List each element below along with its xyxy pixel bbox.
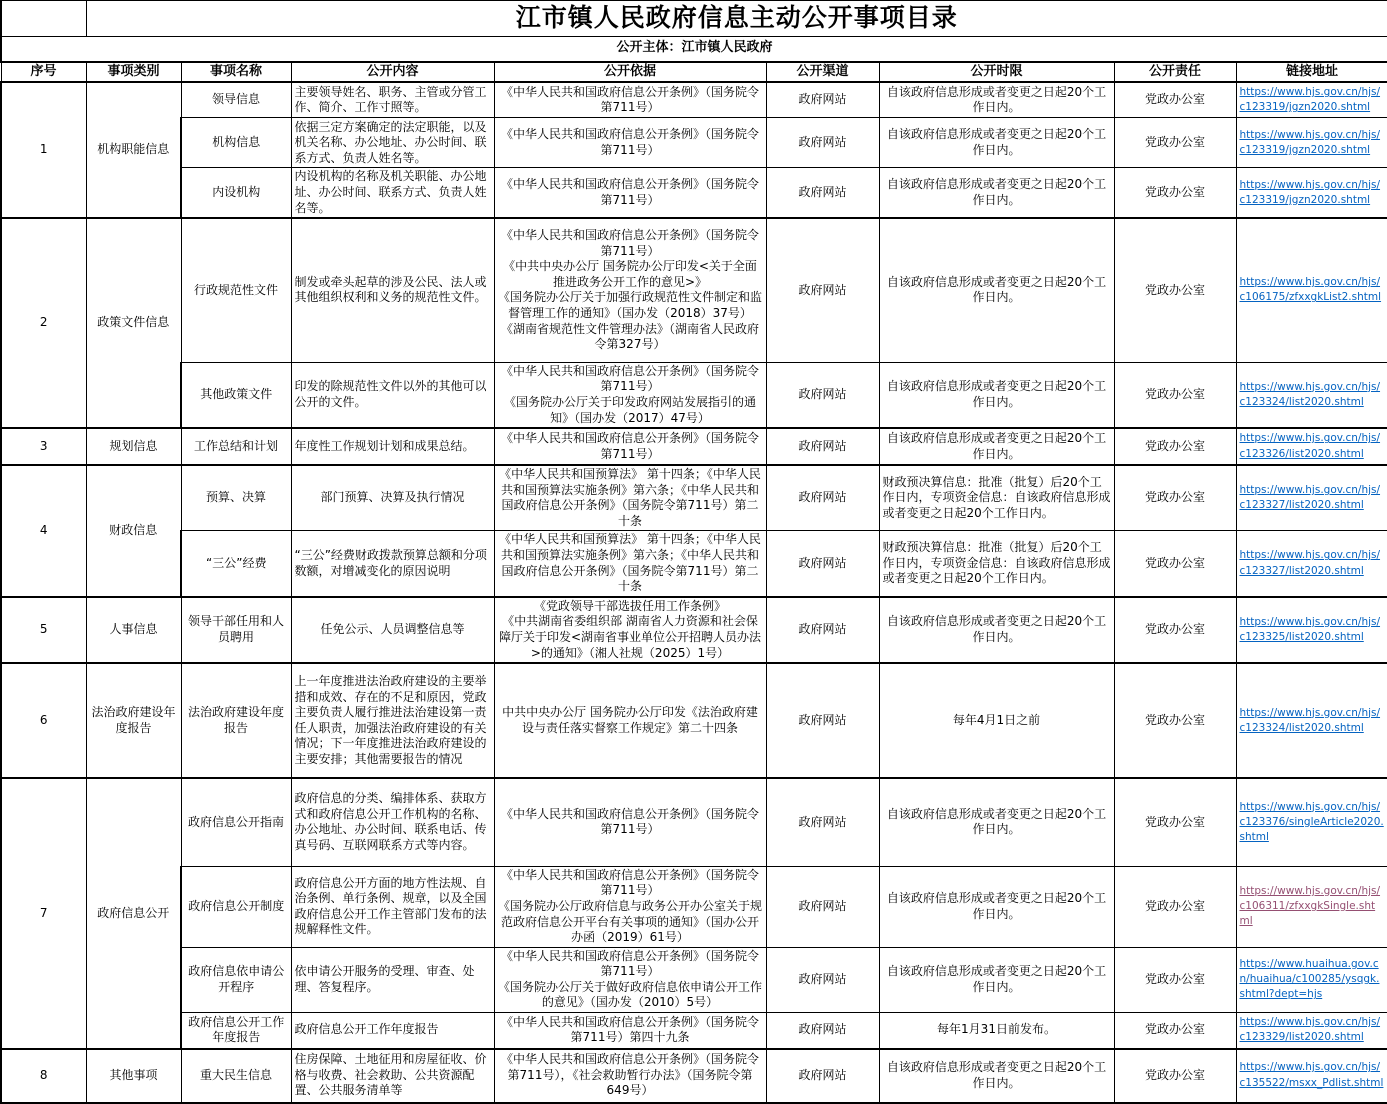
table-row — [1, 428, 1387, 465]
serial-cell: 6 — [1, 663, 86, 778]
item-name-cell: 政府信息公开制度 — [181, 866, 291, 947]
link-cell — [1236, 597, 1387, 663]
serial-cell: 1 — [1, 82, 86, 218]
deadline-cell: 自该政府信息形成或者变更之日起20个工作日内。 — [879, 1049, 1114, 1103]
link-url[interactable]: https://www.hjs.gov.cn/hjs/c123319/jgzn2020.shtml — [1239, 128, 1381, 156]
deadline-cell: 自该政府信息形成或者变更之日起20个工作日内。 — [879, 597, 1114, 663]
basis-line: 《中华人民共和国政府信息公开条例》（国务院令第711号）第四十九条 — [500, 1014, 759, 1045]
channel-cell: 政府网站 — [766, 362, 879, 428]
content-cell: 部门预算、决算及执行情况 — [291, 465, 494, 531]
serial-cell: 5 — [1, 597, 86, 663]
basis-line: 《中华人民共和国预算法》 第十四条；《中华人民共和国预算法实施条例》第六条；《中华人民共和国政府信息公开条例》（国务院令第711号）第二十条 — [499, 532, 761, 594]
deadline-cell: 自该政府信息形成或者变更之日起20个工作日内。 — [879, 168, 1114, 218]
link-cell — [1236, 531, 1387, 597]
channel-cell: 政府网站 — [766, 218, 879, 362]
link-url[interactable]: https://www.hjs.gov.cn/hjs/c123319/jgzn2020.shtml — [1239, 178, 1381, 206]
serial-cell: 7 — [1, 778, 86, 1048]
basis-cell — [494, 531, 766, 597]
item-name-cell: 政府信息公开指南 — [181, 778, 291, 866]
basis-line: 《中共湖南省委组织部 湖南省人力资源和社会保障厅关于印发<湖南省事业单位公开招聘人员办法>的通知》（湘人社规（2025）1号） — [498, 614, 762, 660]
content-cell: 印发的除规范性文件以外的其他可以公开的文件。 — [291, 362, 494, 428]
item-name-cell: 行政规范性文件 — [181, 218, 291, 362]
category-cell: 法治政府建设年度报告 — [86, 663, 181, 778]
basis-line: 《党政领导干部选拔任用工作条例》 — [533, 598, 726, 613]
table-row — [1, 778, 1387, 866]
item-name-cell: 机构信息 — [181, 118, 291, 168]
content-cell: 依据三定方案确定的法定职能，以及机关名称、办公地址、办公时间、联系方式、负责人姓名等。 — [291, 118, 494, 168]
title-row — [1, 1, 1387, 37]
column-header: 公开依据 — [494, 62, 766, 82]
link-cell — [1236, 118, 1387, 168]
channel-cell: 政府网站 — [766, 465, 879, 531]
link-url[interactable]: https://www.hjs.gov.cn/hjs/c123324/list2020.shtml — [1239, 706, 1381, 734]
basis-line: 《湖南省规范性文件管理办法》（湖南省人民政府令第327号） — [500, 321, 759, 352]
disclosure-subject: 公开主体：江市镇人民政府 — [1, 36, 1387, 62]
basis-cell — [494, 778, 766, 866]
content-cell: 依申请公开服务的受理、审查、处理、答复程序。 — [291, 947, 494, 1012]
basis-cell — [494, 428, 766, 465]
basis-cell — [494, 1013, 766, 1049]
table-row — [1, 1049, 1387, 1103]
item-name-cell: 内设机构 — [181, 168, 291, 218]
basis-line: 《中华人民共和国政府信息公开条例》（国务院令第711号） — [500, 177, 759, 207]
table-row — [1, 82, 1387, 118]
responsible-cell: 党政办公室 — [1114, 465, 1236, 531]
deadline-cell: 自该政府信息形成或者变更之日起20个工作日内。 — [879, 428, 1114, 465]
category-cell: 其他事项 — [86, 1049, 181, 1103]
item-name-cell: 工作总结和计划 — [181, 428, 291, 465]
column-header: 公开渠道 — [766, 62, 879, 82]
responsible-cell: 党政办公室 — [1114, 778, 1236, 866]
content-cell: 年度性工作规划计划和成果总结。 — [291, 428, 494, 465]
basis-line: 《中华人民共和国预算法》 第十四条；《中华人民共和国预算法实施条例》第六条；《中华人民共和国政府信息公开条例》（国务院令第711号）第二十条 — [499, 467, 761, 528]
link-cell — [1236, 168, 1387, 218]
item-name-cell: 政府信息依申请公开程序 — [181, 947, 291, 1012]
responsible-cell: 党政办公室 — [1114, 597, 1236, 663]
channel-cell: 政府网站 — [766, 778, 879, 866]
basis-line: 《中华人民共和国政府信息公开条例》（国务院令第711号） — [500, 806, 759, 837]
table-row — [1, 663, 1387, 778]
basis-line: 《中华人民共和国政府信息公开条例》（国务院令第711号） — [500, 867, 759, 898]
basis-line: 《中华人民共和国政府信息公开条例》（国务院令第711号） — [500, 228, 759, 258]
channel-cell: 政府网站 — [766, 947, 879, 1012]
table-row — [1, 218, 1387, 362]
deadline-cell: 自该政府信息形成或者变更之日起20个工作日内。 — [879, 866, 1114, 947]
basis-cell — [494, 362, 766, 428]
table-row — [1, 362, 1387, 428]
table-row — [1, 531, 1387, 597]
category-cell: 政府信息公开 — [86, 778, 181, 1048]
link-url[interactable]: https://www.hjs.gov.cn/hjs/c123324/list2020.shtml — [1239, 380, 1381, 408]
basis-cell — [494, 663, 766, 778]
table-row — [1, 1013, 1387, 1049]
deadline-cell: 财政预决算信息：批准（批复）后20个工作日内，专项资金信息：自该政府信息形成或者变更之日起20个工作日内。 — [879, 531, 1114, 597]
item-name-cell: 领导干部任用和人员聘用 — [181, 597, 291, 663]
channel-cell: 政府网站 — [766, 597, 879, 663]
link-url[interactable]: https://www.huaihua.gov.cn/huaihua/c100285/ysqgk.shtml?dept=hjs — [1239, 958, 1380, 1001]
deadline-cell: 自该政府信息形成或者变更之日起20个工作日内。 — [879, 82, 1114, 118]
responsible-cell: 党政办公室 — [1114, 663, 1236, 778]
deadline-cell: 自该政府信息形成或者变更之日起20个工作日内。 — [879, 118, 1114, 168]
basis-cell — [494, 118, 766, 168]
item-name-cell: 政府信息公开工作年度报告 — [181, 1013, 291, 1049]
channel-cell: 政府网站 — [766, 82, 879, 118]
content-cell: “三公”经费财政拨款预算总额和分项数额，对增减变化的原因说明 — [291, 531, 494, 597]
item-name-cell: 法治政府建设年度报告 — [181, 663, 291, 778]
table-row — [1, 866, 1387, 947]
column-header: 事项类别 — [86, 62, 181, 82]
table-row — [1, 168, 1387, 218]
link-url[interactable]: https://www.hjs.gov.cn/hjs/c123376/singleArticle2020.shtml — [1239, 800, 1384, 844]
deadline-cell: 每年4月1日之前 — [879, 663, 1114, 778]
item-name-cell: 预算、决算 — [181, 465, 291, 531]
content-cell: 住房保障、土地征用和房屋征收、价格与收费、社会救助、公共资源配置、公共服务清单等 — [291, 1049, 494, 1103]
responsible-cell: 党政办公室 — [1114, 1013, 1236, 1049]
responsible-cell: 党政办公室 — [1114, 947, 1236, 1012]
link-cell — [1236, 82, 1387, 118]
deadline-cell: 每年1月31日前发布。 — [879, 1013, 1114, 1049]
table-row — [1, 947, 1387, 1012]
basis-line: 《国务院办公厅关于印发政府网站发展指引的通知》（国办发（2017）47号） — [503, 394, 756, 425]
channel-cell: 政府网站 — [766, 168, 879, 218]
serial-cell: 3 — [1, 428, 86, 465]
table-row — [1, 465, 1387, 531]
basis-cell — [494, 1049, 766, 1103]
category-cell: 规划信息 — [86, 428, 181, 465]
basis-line: 《国务院办公厅关于做好政府信息依申请公开工作的意见》（国办发（2010）5号） — [497, 979, 762, 1010]
link-url[interactable]: https://www.hjs.gov.cn/hjs/c135522/msxx_Pdlist.shtml — [1239, 1061, 1384, 1089]
header-row — [1, 62, 1387, 82]
deadline-cell: 自该政府信息形成或者变更之日起20个工作日内。 — [879, 362, 1114, 428]
link-cell — [1236, 866, 1387, 947]
deadline-cell: 自该政府信息形成或者变更之日起20个工作日内。 — [879, 778, 1114, 866]
link-url[interactable]: https://www.hjs.gov.cn/hjs/c106311/zfxxgkSingle.shtml — [1239, 884, 1381, 928]
link-cell — [1236, 778, 1387, 866]
content-cell: 上一年度推进法治政府建设的主要举措和成效、存在的不足和原因，党政主要负责人履行推进法治建设第一责任人职责，加强法治政府建设的有关情况；下一年度推进法治政府建设的主要安排；其他需要报告的情况 — [291, 663, 494, 778]
basis-line: 《国务院办公厅政府信息与政务公开办公室关于规范政府信息公开平台有关事项的通知》（国办公开办函（2019）61号） — [497, 898, 762, 945]
content-cell: 制发或牵头起草的涉及公民、法人或其他组织权利和义务的规范性文件。 — [291, 218, 494, 362]
link-url[interactable]: https://www.hjs.gov.cn/hjs/c106175/zfxxgkList2.shtml — [1239, 276, 1382, 304]
serial-cell: 8 — [1, 1049, 86, 1103]
channel-cell: 政府网站 — [766, 1013, 879, 1049]
basis-line: 《中华人民共和国政府信息公开条例》（国务院令第711号） — [500, 84, 759, 115]
serial-cell: 4 — [1, 465, 86, 597]
channel-cell: 政府网站 — [766, 531, 879, 597]
channel-cell: 政府网站 — [766, 663, 879, 778]
link-cell — [1236, 362, 1387, 428]
subtitle-row — [1, 36, 1387, 62]
basis-line: 《国务院办公厅关于加强行政规范性文件制定和监督管理工作的通知》（国办发（2018）37号） — [497, 290, 762, 321]
responsible-cell: 党政办公室 — [1114, 118, 1236, 168]
column-header: 事项名称 — [181, 62, 291, 82]
basis-cell — [494, 947, 766, 1012]
responsible-cell: 党政办公室 — [1114, 82, 1236, 118]
link-cell — [1236, 218, 1387, 362]
responsible-cell: 党政办公室 — [1114, 1049, 1236, 1103]
channel-cell: 政府网站 — [766, 118, 879, 168]
link-cell — [1236, 1049, 1387, 1103]
column-header: 公开时限 — [879, 62, 1114, 82]
basis-cell — [494, 168, 766, 218]
responsible-cell: 党政办公室 — [1114, 362, 1236, 428]
basis-line: 中共中央办公厅 国务院办公厅印发《法治政府建设与责任落实督察工作规定》第二十四条 — [502, 705, 758, 735]
item-name-cell: 其他政策文件 — [181, 362, 291, 428]
category-cell: 政策文件信息 — [86, 218, 181, 428]
page-title: 江市镇人民政府信息主动公开事项目录 — [86, 1, 1387, 37]
column-header: 链接地址 — [1236, 62, 1387, 82]
link-url[interactable]: https://www.hjs.gov.cn/hjs/c123327/list2020.shtml — [1239, 484, 1381, 512]
deadline-cell: 财政预决算信息：批准（批复）后20个工作日内，专项资金信息：自该政府信息形成或者变更之日起20个工作日内。 — [879, 465, 1114, 531]
basis-cell — [494, 465, 766, 531]
basis-cell — [494, 866, 766, 947]
channel-cell: 政府网站 — [766, 1049, 879, 1103]
deadline-cell: 自该政府信息形成或者变更之日起20个工作日内。 — [879, 947, 1114, 1012]
basis-line: 《中华人民共和国政府信息公开条例》（国务院令第711号） — [500, 948, 759, 979]
item-name-cell: “三公”经费 — [181, 531, 291, 597]
corner-cell — [1, 1, 86, 37]
column-header: 公开内容 — [291, 62, 494, 82]
responsible-cell: 党政办公室 — [1114, 428, 1236, 465]
item-name-cell: 重大民生信息 — [181, 1049, 291, 1103]
link-url[interactable]: https://www.hjs.gov.cn/hjs/c123329/list2020.shtml — [1239, 1016, 1381, 1044]
link-cell — [1236, 428, 1387, 465]
content-cell: 内设机构的名称及机关职能、办公地址、办公时间、联系方式、负责人姓名等。 — [291, 168, 494, 218]
content-cell: 主要领导姓名、职务、主管或分管工作、简介、工作寸照等。 — [291, 82, 494, 118]
deadline-cell: 自该政府信息形成或者变更之日起20个工作日内。 — [879, 218, 1114, 362]
basis-line: 《中共中央办公厅 国务院办公厅印发<关于全面推进政务公开工作的意见>》 — [503, 259, 757, 289]
content-cell: 政府信息的分类、编排体系、获取方式和政府信息公开工作机构的名称、办公地址、办公时间、联系电话、传真号码、互联网联系方式等内容。 — [291, 778, 494, 866]
content-cell: 任免公示、人员调整信息等 — [291, 597, 494, 663]
responsible-cell: 党政办公室 — [1114, 168, 1236, 218]
basis-cell — [494, 218, 766, 362]
column-header: 公开责任 — [1114, 62, 1236, 82]
category-cell: 财政信息 — [86, 465, 181, 597]
content-cell: 政府信息公开方面的地方性法规、自治条例、单行条例、规章，以及全国政府信息公开工作主管部门发布的法规解释性文件。 — [291, 866, 494, 947]
basis-line: 《中华人民共和国政府信息公开条例》（国务院令第711号），《社会救助暂行办法》（国务院令第649号） — [500, 1052, 759, 1098]
category-cell: 人事信息 — [86, 597, 181, 663]
link-url[interactable]: https://www.hjs.gov.cn/hjs/c123327/list2020.shtml — [1239, 549, 1381, 577]
channel-cell: 政府网站 — [766, 428, 879, 465]
basis-line: 《中华人民共和国政府信息公开条例》（国务院令第711号） — [500, 127, 759, 157]
link-cell — [1236, 465, 1387, 531]
basis-line: 《中华人民共和国政府信息公开条例》（国务院令第711号） — [500, 431, 759, 461]
link-cell — [1236, 663, 1387, 778]
category-cell: 机构职能信息 — [86, 82, 181, 218]
link-url[interactable]: https://www.hjs.gov.cn/hjs/c123325/list2020.shtml — [1239, 615, 1381, 644]
content-cell: 政府信息公开工作年度报告 — [291, 1013, 494, 1049]
basis-line: 《中华人民共和国政府信息公开条例》（国务院令第711号） — [500, 363, 759, 394]
basis-cell — [494, 82, 766, 118]
item-name-cell: 领导信息 — [181, 82, 291, 118]
link-url[interactable]: https://www.hjs.gov.cn/hjs/c123319/jgzn2020.shtml — [1239, 86, 1381, 114]
basis-cell — [494, 597, 766, 663]
link-cell — [1236, 1013, 1387, 1049]
responsible-cell: 党政办公室 — [1114, 218, 1236, 362]
link-cell — [1236, 947, 1387, 1012]
responsible-cell: 党政办公室 — [1114, 866, 1236, 947]
table-row — [1, 118, 1387, 168]
channel-cell: 政府网站 — [766, 866, 879, 947]
responsible-cell: 党政办公室 — [1114, 531, 1236, 597]
serial-cell: 2 — [1, 218, 86, 428]
column-header: 序号 — [1, 62, 86, 82]
table-row — [1, 597, 1387, 663]
link-url[interactable]: https://www.hjs.gov.cn/hjs/c123326/list2020.shtml — [1239, 432, 1381, 460]
